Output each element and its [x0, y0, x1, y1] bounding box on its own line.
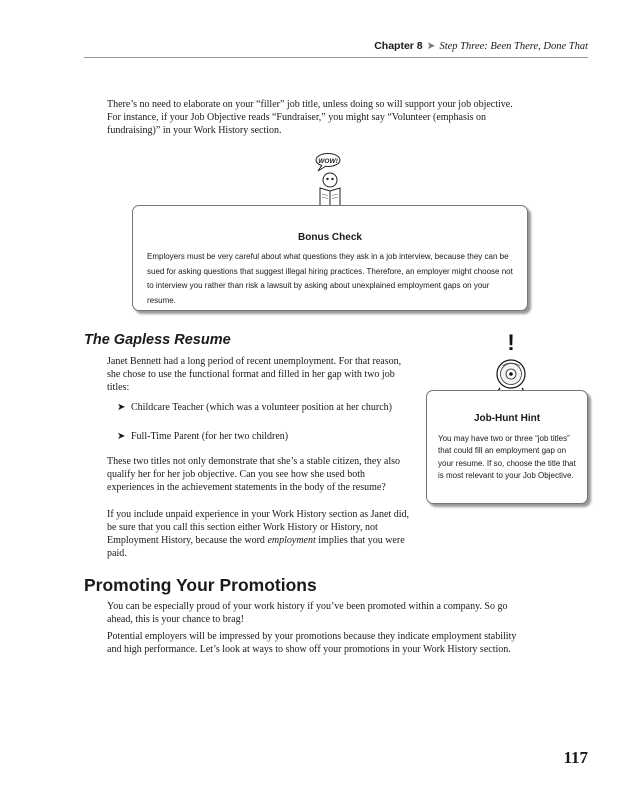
list-item	[117, 430, 407, 443]
bullet-text: Full-Time Parent (for her two children)	[131, 431, 289, 442]
bonus-check-box	[132, 205, 528, 311]
job-hunt-hint-text: You may have two or three “job titles” that could fill an employment gap on your resume. If so, choose the title that is most relevant to your Job Objective.	[438, 434, 576, 480]
promotions-paragraph-1: You can be especially proud of your work history if you’ve been promoted within a company. So go ahead, this is your chance to brag!	[107, 601, 508, 625]
gapless-paragraph-1: Janet Bennett had a long period of recent unemployment. For that reason, she chose to use the functional format and filled in her gap with two job titles:	[107, 356, 402, 393]
job-hunt-hint-box	[426, 390, 588, 504]
bullet-arrow-icon: ➤	[117, 402, 126, 413]
intro-paragraph: There’s no need to elaborate on your “filler” job title, unless doing so will support your job objective. For instance, if your Job Objective reads “Fundraiser,” you might say “Volunteer (emphasis on fundraising)” in your Work History section.	[107, 99, 513, 136]
header-rule	[84, 57, 588, 58]
bonus-check-title: Bonus Check	[298, 232, 362, 243]
running-header	[374, 40, 588, 52]
gapless-paragraph-3: If you include unpaid experience in your Work History section as Janet did, be sure that you call this section either Work History or History, not Employment History, because the word employment implies that you were paid.	[107, 509, 409, 559]
bonus-check-text: Employers must be very careful about what questions they ask in a job interview, because they can be sued for asking questions that suggest illegal hiring practices. Therefore, an employer might choose not to interview you rather than risk a lawsuit by asking about unexplained employment gaps on your resume.	[147, 252, 513, 305]
section-title: Step Three: Been There, Done That	[439, 41, 588, 52]
gapless-heading: The Gapless Resume	[84, 332, 231, 348]
list-item	[117, 401, 407, 414]
job-hunt-hint-title: Job-Hunt Hint	[473, 413, 541, 424]
emphasis-employment: employment	[267, 535, 316, 546]
arrow-icon: ➤	[426, 41, 436, 52]
chapter-label: Chapter 8	[374, 40, 423, 52]
gapless-paragraph-2: These two titles not only demonstrate that she’s a stable citizen, they also qualify her for her job objective. Can you see how she used both experiences in the achievement statements in the body of the resume?	[107, 456, 400, 493]
bullet-text: Childcare Teacher (which was a volunteer position at her church)	[131, 402, 392, 413]
promotions-heading: Promoting Your Promotions	[84, 575, 317, 595]
bullet-arrow-icon: ➤	[117, 431, 126, 442]
hint-exclamation: !	[507, 330, 515, 355]
page-number: 117	[563, 748, 588, 767]
wow-badge: WOW!	[318, 158, 338, 165]
promotions-paragraph-2: Potential employers will be impressed by your promotions because they indicate employment stability and high performance. Let’s look at ways to show off your promotions in your Work History section.	[107, 631, 517, 655]
